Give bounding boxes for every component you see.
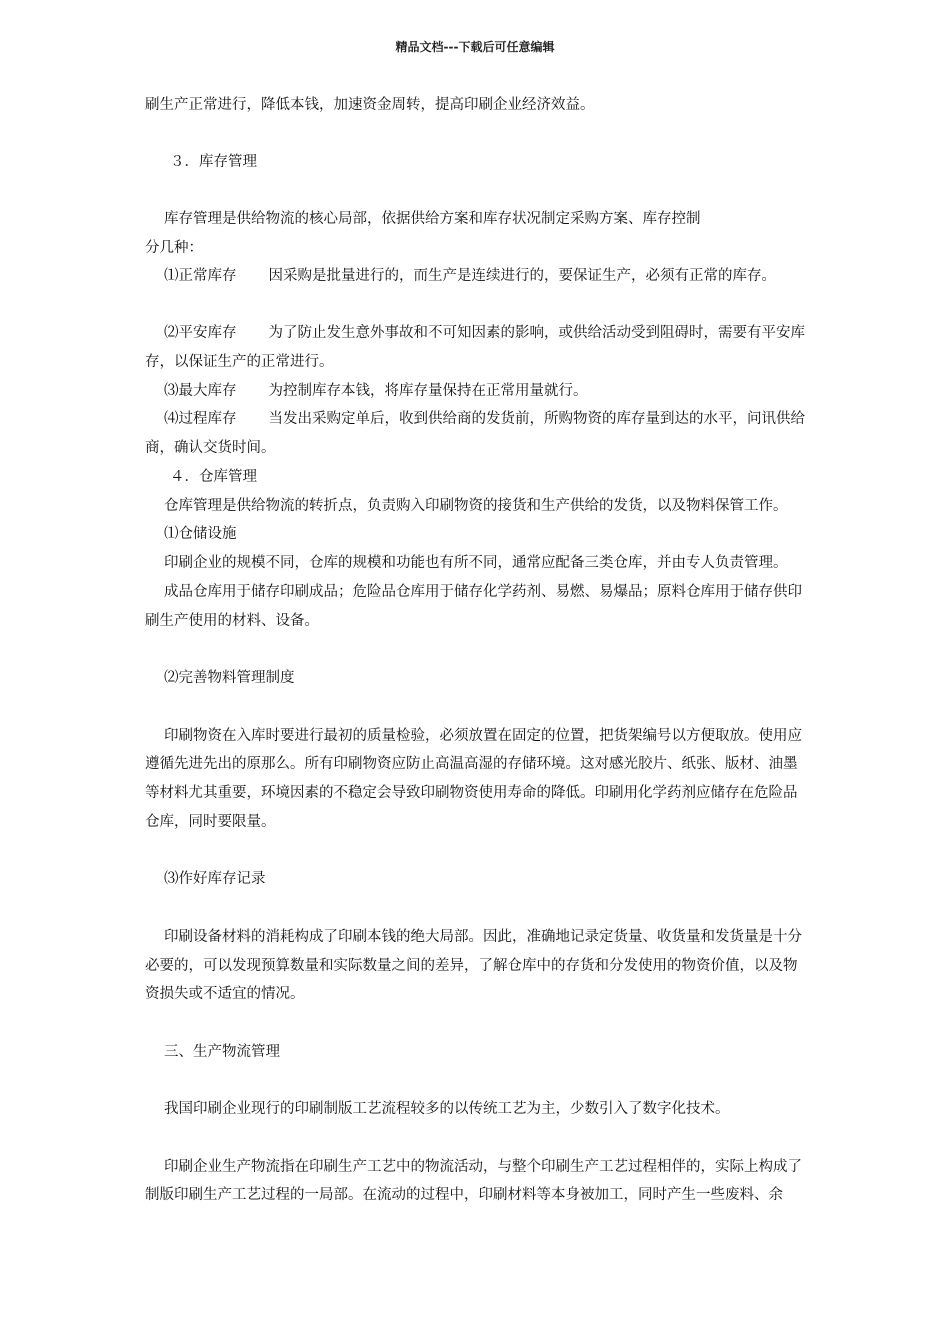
paragraph-line: 印刷企业的规模不同，仓库的规模和功能也有所不同，通常应配备三类仓库，并由专人负责管理。 xyxy=(164,555,788,571)
page-header: 精品文档---下载后可任意编辑 xyxy=(395,40,555,54)
paragraph-line: 仓库，同时要限量。 xyxy=(145,814,276,830)
paragraph-line: 成品仓库用于储存印刷成品；危险品仓库用于储存化学药剂、易燃、易爆品；原料仓库用于储存供印 xyxy=(164,584,802,600)
paragraph-line: 必要的，可以发现预算数量和实际数量之间的差异，了解仓库中的存货和分发使用的物资价值，以及物 xyxy=(145,958,798,974)
paragraph-line: 分几种： xyxy=(145,240,203,256)
list-item-text: 当发出采购定单后，收到供给商的发货前，所购物资的库存量到达的水平，问讯供给 xyxy=(268,411,805,427)
paragraph-line: 等材料尤其重要，环境因素的不稳定会导致印刷物资使用寿命的降低。印刷用化学药剂应储存在危险品 xyxy=(145,785,798,801)
list-item-max-stock xyxy=(164,377,870,406)
subheading-inventory-records: ⑶作好库存记录 xyxy=(164,871,266,887)
paragraph-line: 库存管理是供给物流的核心局部，依据供给方案和库存状况制定采购方案、库存控制 xyxy=(164,211,701,227)
list-item-process-stock xyxy=(164,405,870,434)
list-item-label: ⑴正常库存 xyxy=(164,268,237,284)
paragraph-line: 资损失或不适宜的情况。 xyxy=(145,986,305,1002)
section-heading-production-logistics: 三、生产物流管理 xyxy=(164,1044,280,1060)
paragraph-line: 刷生产正常进行，降低本钱，加速资金周转，提高印刷企业经济效益。 xyxy=(145,97,595,113)
section-heading-warehouse: ４．仓库管理 xyxy=(170,469,257,485)
paragraph-line: 印刷设备材料的消耗构成了印刷本钱的绝大局部。因此，准确地记录定货量、收货量和发货量是十分 xyxy=(164,929,802,945)
subheading-material-management: ⑵完善物料管理制度 xyxy=(164,670,295,686)
section-heading-inventory: ３．库存管理 xyxy=(170,154,257,170)
paragraph-line: 制版印刷生产工艺过程的一局部。在流动的过程中，印刷材料等本身被加工，同时产生一些废料、余 xyxy=(145,1187,783,1203)
list-item-label: ⑵平安库存 xyxy=(164,325,237,341)
paragraph-line: 我国印刷企业现行的印刷制版工艺流程较多的以传统工艺为主，少数引入了数字化技术。 xyxy=(164,1101,730,1117)
paragraph-line: 印刷企业生产物流指在印刷生产工艺中的物流活动，与整个印刷生产工艺过程相伴的，实际上构成了 xyxy=(164,1159,802,1175)
list-item-text: 为控制库存本钱，将库存量保持在正常用量就行。 xyxy=(268,383,588,399)
paragraph-line: 存，以保证生产的正常进行。 xyxy=(145,354,334,370)
list-item-safety-stock xyxy=(164,319,870,348)
paragraph-line: 仓库管理是供给物流的转折点，负责购入印刷物资的接货和生产供给的发货，以及物料保管工作。 xyxy=(164,498,788,514)
subheading-storage-facilities: ⑴仓储设施 xyxy=(164,526,237,542)
list-item-label: ⑷过程库存 xyxy=(164,411,237,427)
list-item-text: 为了防止发生意外事故和不可知因素的影响，或供给活动受到阻碍时，需要有平安库 xyxy=(268,325,805,341)
paragraph-line: 印刷物资在入库时要进行最初的质量检验，必须放置在固定的位置，把货架编号以方便取放。使用应 xyxy=(164,728,802,744)
paragraph-line: 遵循先进先出的原那么。所有印刷物资应防止高温高湿的存储环境。这对感光胶片、纸张、版材、油墨 xyxy=(145,756,798,772)
paragraph-line: 刷生产使用的材料、设备。 xyxy=(145,613,319,629)
list-item-normal-stock xyxy=(164,262,870,291)
list-item-label: ⑶最大库存 xyxy=(164,383,237,399)
list-item-text: 因采购是批量进行的，而生产是连续进行的，要保证生产，必须有正常的库存。 xyxy=(268,268,776,284)
paragraph-line: 商，确认交货时间。 xyxy=(145,440,276,456)
